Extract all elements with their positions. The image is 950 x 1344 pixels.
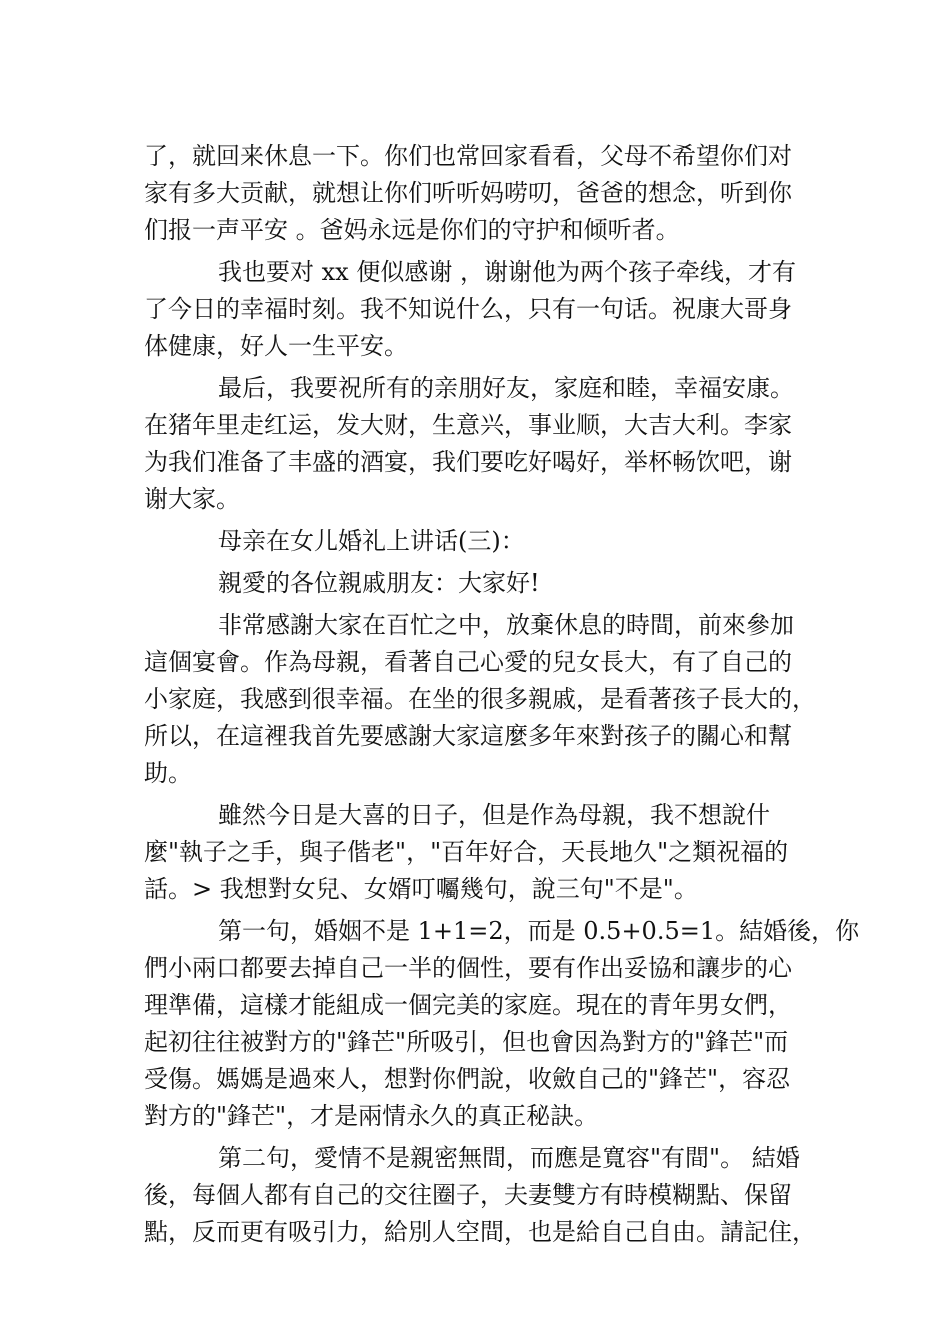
text-line: 在猪年里走红运，发大财，生意兴，事业顺，大吉大利。李家 bbox=[144, 411, 792, 439]
text-line: 雖然今日是大喜的日子，但是作為母親，我不想說什 bbox=[218, 801, 770, 829]
paragraph bbox=[144, 370, 806, 518]
text-line: 非常感謝大家在百忙之中，放棄休息的時間，前來參加 bbox=[218, 611, 794, 639]
text-line: 小家庭，我感到很幸福。在坐的很多親戚，是看著孩子長大的， bbox=[144, 685, 816, 713]
text-line: 麼"執子之手，與子偕老"，"百年好合，天長地久"之類祝福的 bbox=[144, 838, 789, 866]
text-line: 點，反而更有吸引力，給別人空間，也是給自己自由。請記住， bbox=[144, 1218, 816, 1246]
text-line: 们报一声平安 。爸妈永远是你们的守护和倾听者。 bbox=[144, 216, 680, 244]
text-line: 起初往往被對方的"鋒芒"所吸引，但也會因為對方的"鋒芒"而 bbox=[144, 1028, 789, 1056]
text-line: 這個宴會。作為母親，看著自己心愛的兒女長大，有了自己的 bbox=[144, 648, 792, 676]
paragraph bbox=[144, 523, 806, 560]
text-line: 了今日的幸福时刻。我不知说什么，只有一句话。祝康大哥身 bbox=[144, 295, 792, 323]
text-line: 話。> 我想對女兒、女婿叮囑幾句，說三句"不是"。 bbox=[144, 875, 698, 903]
paragraph bbox=[144, 1140, 816, 1251]
paragraph bbox=[144, 607, 816, 792]
text-line: 親愛的各位親戚朋友：大家好! bbox=[218, 569, 540, 597]
text-line: 我也要对 xx 便似感谢 ，谢谢他为两个孩子牵线，才有 bbox=[218, 258, 796, 286]
text-line: 谢大家。 bbox=[144, 485, 240, 513]
paragraph bbox=[144, 797, 806, 908]
text-line: 最后，我要祝所有的亲朋好友，家庭和睦，幸福安康。 bbox=[218, 374, 794, 402]
text-line: 第二句，愛情不是親密無間，而應是寬容"有間"。 結婚 bbox=[218, 1144, 800, 1172]
text-line: 對方的"鋒芒"，才是兩情永久的真正秘訣。 bbox=[144, 1102, 599, 1130]
text-line: 助。 bbox=[144, 759, 192, 787]
text-line: 母亲在女儿婚礼上讲话(三)： bbox=[218, 527, 525, 555]
text-line: 为我们准备了丰盛的酒宴，我们要吃好喝好，举杯畅饮吧，谢 bbox=[144, 448, 792, 476]
paragraph bbox=[144, 254, 806, 365]
text-line: 後，每個人都有自己的交往圈子，夫妻雙方有時模糊點、保留 bbox=[144, 1181, 792, 1209]
text-line: 所以，在這裡我首先要感謝大家這麼多年來對孩子的關心和幫 bbox=[144, 722, 792, 750]
paragraph bbox=[144, 138, 806, 249]
paragraph bbox=[144, 913, 860, 1135]
text-line: 第一句，婚姻不是 1+1=2，而是 0.5+0.5=1。結婚後，你 bbox=[218, 917, 860, 945]
paragraph bbox=[144, 565, 806, 602]
text-line: 們小兩口都要去掉自己一半的個性，要有作出妥協和讓步的心 bbox=[144, 954, 792, 982]
text-line: 体健康，好人一生平安。 bbox=[144, 332, 408, 360]
text-line: 理準備，這樣才能組成一個完美的家庭。現在的青年男女們， bbox=[144, 991, 792, 1019]
text-line: 受傷。媽媽是過來人，想對你們說，收斂自己的"鋒芒"，容忍 bbox=[144, 1065, 791, 1093]
text-line: 了，就回来休息一下。你们也常回家看看，父母不希望你们对 bbox=[144, 142, 792, 170]
text-line: 家有多大贡献，就想让你们听听妈唠叨，爸爸的想念，听到你 bbox=[144, 179, 792, 207]
document-body bbox=[144, 138, 860, 1256]
